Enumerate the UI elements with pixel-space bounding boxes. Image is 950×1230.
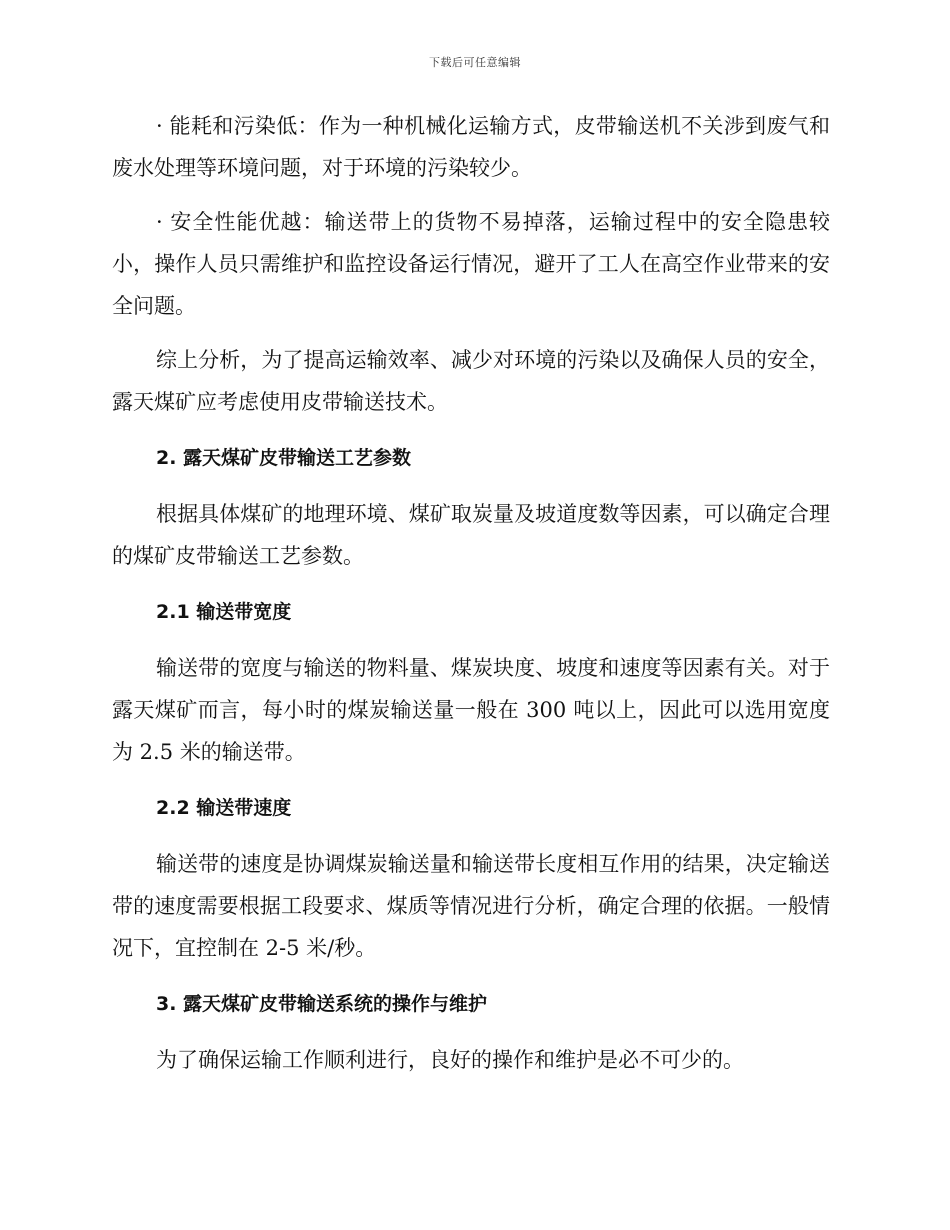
paragraph-summary: 综上分析，为了提高运输效率、减少对环境的污染以及确保人员的安全，露天煤矿应考虑使用皮带输送技术。: [112, 348, 830, 414]
section-heading-2-2: 2.2 输送带速度: [156, 797, 292, 819]
page-header-note: 下载后可任意编辑: [429, 56, 521, 69]
document-body: [112, 105, 830, 1081]
section-heading-3: 3. 露天煤矿皮带输送系统的操作与维护: [156, 993, 488, 1015]
paragraph-process-params: 根据具体煤矿的地理环境、煤矿取炭量及坡道度数等因素，可以确定合理的煤矿皮带输送工艺参数。: [112, 502, 830, 568]
paragraph-belt-speed: 输送带的速度是协调煤炭输送量和输送带长度相互作用的结果，决定输送带的速度需要根据工段要求、煤质等情况进行分析，确定合理的依据。一般情况下，宜控制在 2-5 米/秒。: [112, 852, 830, 960]
paragraph-belt-width: 输送带的宽度与输送的物料量、煤炭块度、坡度和速度等因素有关。对于露天煤矿而言，每小时的煤炭输送量一般在 300 吨以上，因此可以选用宽度为 2.5 米的输送带。: [112, 656, 830, 764]
paragraph-operation-maintenance: 为了确保运输工作顺利进行，良好的操作和维护是必不可少的。: [156, 1048, 744, 1072]
section-heading-2-1: 2.1 输送带宽度: [156, 601, 292, 623]
paragraph-safety: · 安全性能优越：输送带上的货物不易掉落，运输过程中的安全隐患较小，操作人员只需维护和监控设备运行情况，避开了工人在高空作业带来的安全问题。: [112, 210, 830, 318]
paragraph-low-energy: · 能耗和污染低：作为一种机械化运输方式，皮带输送机不关涉到废气和废水处理等环境问题，对于环境的污染较少。: [112, 114, 830, 180]
section-heading-2: 2. 露天煤矿皮带输送工艺参数: [156, 447, 412, 469]
